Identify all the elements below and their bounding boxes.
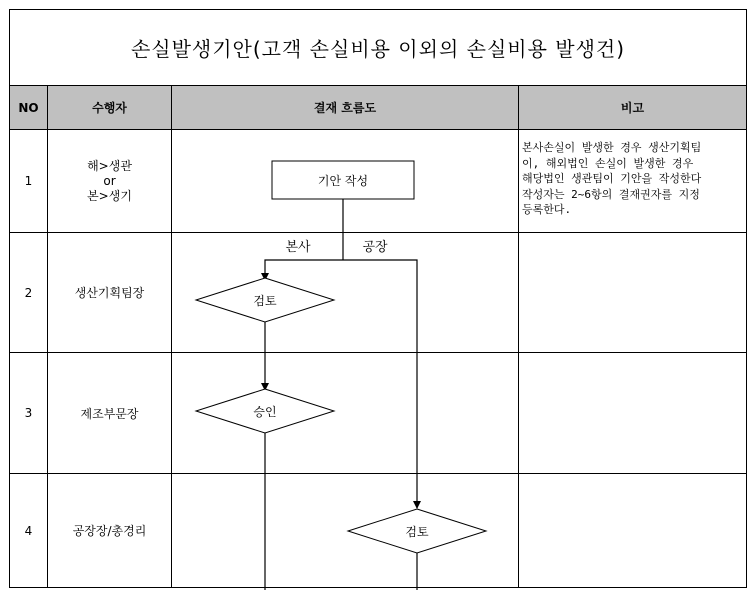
start-box-label: 기안 작성 — [317, 174, 369, 188]
row-4-performer: 공장장/총경리 — [47, 473, 172, 588]
row-4-no: 4 — [9, 473, 48, 588]
approve-label: 승인 — [253, 405, 277, 419]
header-performer: 수행자 — [47, 85, 172, 130]
row-2-performer: 생산기획팀장 — [47, 232, 172, 353]
row-1-performer-line-1: 해>생관 — [87, 158, 132, 173]
header-remarks: 비고 — [518, 85, 747, 130]
branch-left-connector — [265, 260, 343, 280]
row-3-no: 3 — [9, 352, 48, 474]
document-title: 손실발생기안(고객 손실비용 이외의 손실비용 발생건) — [9, 9, 747, 86]
branch-right-connector — [343, 260, 417, 508]
review-2-label: 검토 — [405, 525, 429, 539]
remark-line-2: 이, 해외법인 손실이 발생한 경우 — [522, 156, 694, 170]
header-flow: 결재 흐름도 — [171, 85, 519, 130]
review-1-label: 검토 — [253, 294, 277, 308]
row-1-performer-line-2: or — [103, 173, 116, 188]
remark-line-1: 본사손실이 발생한 경우 생산기획팀 — [522, 141, 702, 154]
remark-line-3: 해당법인 생관팀이 기안을 작성한다 — [522, 172, 702, 185]
branch-right-label: 공장 — [362, 240, 388, 255]
row-2-no: 2 — [9, 232, 48, 353]
row-1-no: 1 — [9, 129, 48, 233]
header-no: NO — [9, 85, 48, 130]
branch-left-label: 본사 — [285, 240, 311, 255]
remark-line-4: 작성자는 2~6항의 결재권자를 지정 — [522, 187, 700, 201]
row-3-performer: 제조부문장 — [47, 352, 172, 474]
remark-line-5: 등록한다. — [522, 203, 572, 216]
row-1-performer-line-3: 본>생기 — [87, 188, 132, 203]
